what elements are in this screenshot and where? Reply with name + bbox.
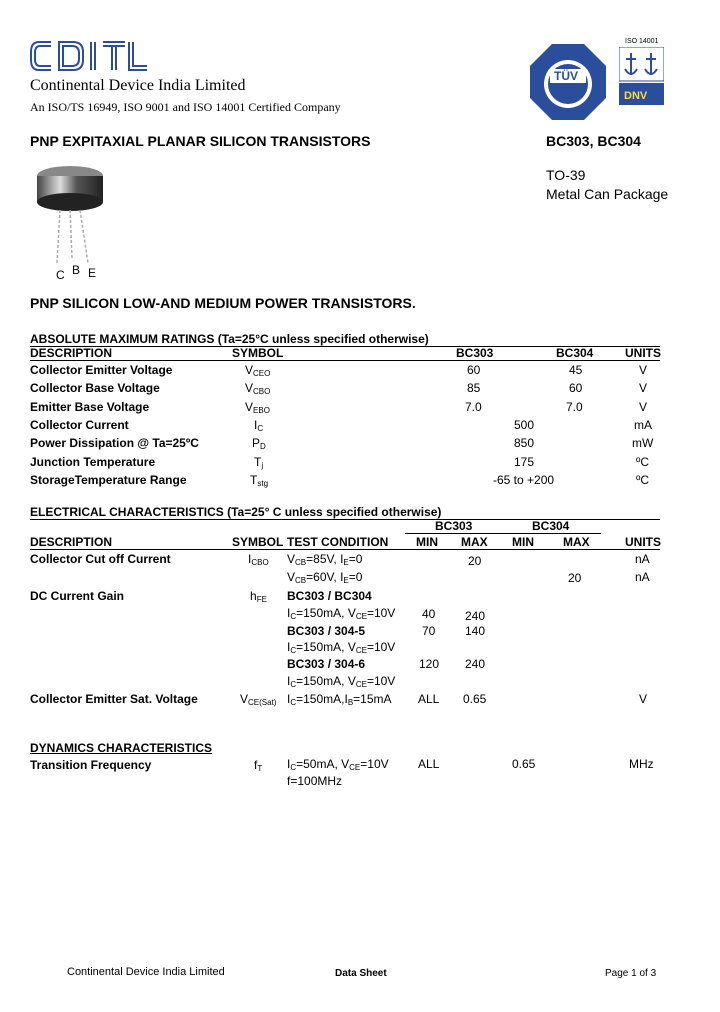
symbol-text: V	[245, 363, 254, 377]
row-unit: V	[639, 381, 648, 395]
gain-max2: 140	[465, 624, 486, 638]
subtitle: PNP SILICON LOW-AND MEDIUM POWER TRANSISTORS.	[30, 295, 416, 311]
transistor-icon	[30, 158, 110, 268]
sat-cond	[287, 692, 392, 707]
cutoff-cond1	[287, 552, 362, 567]
part-numbers: BC303, BC304	[546, 133, 641, 149]
row-value: -65 to +200	[493, 473, 555, 487]
symbol-text: I	[248, 552, 252, 566]
row-bc303-value: 60	[467, 363, 481, 377]
row-desc: Junction Temperature	[30, 455, 156, 469]
elec-col-test: TEST CONDITION	[287, 535, 389, 549]
cond-part: =0	[348, 570, 363, 584]
to39-package-image	[30, 158, 110, 283]
dyn-heading: DYNAMICS CHARACTERISTICS	[30, 741, 213, 755]
row-desc: Power Dissipation @ Ta=25ºC	[30, 436, 199, 450]
tuv-label: TÜV	[554, 69, 578, 83]
symbol-sub: j	[261, 461, 264, 470]
abs-max-header-underline	[30, 360, 660, 361]
cond-part: I	[287, 757, 291, 771]
sat-desc: Collector Emitter Sat. Voltage	[30, 692, 198, 706]
symbol-sub: CEO	[253, 369, 271, 378]
symbol-text: P	[252, 436, 261, 450]
row-bc303-value: 7.0	[465, 400, 482, 414]
cond-part: V	[287, 570, 296, 584]
cond-sub: CB	[295, 558, 307, 567]
symbol-sub: T	[257, 764, 263, 773]
gain-group2: BC303 / 304-5	[287, 624, 366, 638]
cond-part: =15mA	[353, 692, 392, 706]
dyn-cond	[287, 757, 389, 772]
row-desc: Collector Base Voltage	[30, 381, 160, 395]
cond-sub: C	[290, 612, 297, 621]
symbol-sub: CBO	[251, 558, 269, 567]
company-logo	[29, 38, 149, 79]
cdil-logo-mark	[29, 38, 149, 74]
row-symbol	[254, 455, 263, 470]
iso-label: ISO 14001	[625, 38, 659, 45]
col-bc304: BC304	[556, 346, 594, 360]
gain-group1: BC303 / BC304	[287, 589, 372, 603]
company-name: Continental Device India Limited	[30, 77, 246, 94]
cutoff-unit2: nA	[635, 570, 650, 584]
cond-part: =60V, I	[306, 570, 344, 584]
cond-part: =85V, I	[306, 552, 344, 566]
cond-part: I	[287, 640, 291, 654]
gain-max1: 240	[465, 609, 486, 623]
cond-sub: C	[290, 646, 297, 655]
elec-group-bc304: BC304	[532, 519, 570, 533]
cond-sub: E	[343, 558, 349, 567]
cond-part: =150mA, V	[296, 674, 356, 688]
cond-part: =150mA, V	[296, 606, 356, 620]
row-unit: ºC	[636, 473, 650, 487]
row-bc303-value: 85	[467, 381, 481, 395]
cond-part: =10V	[366, 606, 396, 620]
cond-sub: CE	[355, 680, 367, 689]
row-symbol	[245, 381, 270, 396]
symbol-sub: C	[257, 424, 264, 433]
cond-sub: CB	[295, 576, 307, 585]
package-desc: Metal Can Package	[546, 186, 669, 202]
row-symbol	[254, 418, 263, 433]
row-symbol	[250, 473, 268, 488]
cond-part: =50mA, V	[296, 757, 350, 771]
symbol-text: h	[250, 589, 257, 603]
footer-doc-type: Data Sheet	[335, 968, 387, 979]
col-units: UNITS	[625, 346, 661, 360]
cond-sub: C	[290, 763, 297, 772]
footer-page: Page 1 of 3	[605, 968, 657, 979]
elec-group-bc303: BC303	[435, 519, 473, 533]
gain-max3: 240	[465, 657, 486, 671]
elec-col-min2: MIN	[512, 535, 534, 549]
row-symbol	[245, 363, 270, 378]
package-type: TO-39	[546, 167, 586, 183]
row-unit: V	[639, 400, 648, 414]
cutoff-cond2	[287, 570, 362, 585]
gain-desc: DC Current Gain	[30, 589, 125, 603]
dyn-value: 0.65	[512, 757, 536, 771]
dyn-min: ALL	[418, 757, 440, 771]
certification-line: An ISO/TS 16949, ISO 9001 and ISO 14001 Certified Company	[30, 100, 341, 114]
cond-part: =150mA,I	[296, 692, 348, 706]
symbol-sub: stg	[257, 479, 269, 488]
row-bc304-value: 7.0	[566, 400, 583, 414]
row-unit: mA	[634, 418, 652, 432]
pin-b: B	[72, 263, 81, 277]
cond-part: =10V	[360, 757, 389, 771]
sat-symbol	[240, 692, 276, 707]
abs-max-heading: ABSOLUTE MAXIMUM RATINGS (Ta=25°C unless specified otherwise)	[30, 332, 429, 346]
gain-cond2	[287, 640, 395, 655]
gain-symbol	[250, 589, 267, 604]
elec-group-rule	[405, 533, 601, 534]
cutoff-max1: 20	[468, 554, 482, 568]
dyn-symbol	[254, 758, 262, 773]
row-desc: Collector Emitter Voltage	[30, 363, 173, 377]
cond-part: I	[287, 692, 291, 706]
cutoff-unit1: nA	[635, 552, 650, 566]
row-unit: ºC	[636, 455, 650, 469]
cutoff-symbol	[248, 552, 269, 567]
cond-sub: B	[347, 698, 354, 707]
row-unit: V	[639, 363, 648, 377]
pin-e: E	[88, 266, 97, 280]
col-symbol: SYMBOL	[232, 346, 284, 360]
row-value: 500	[514, 418, 535, 432]
footer-company: Continental Device India Limited	[67, 966, 225, 978]
symbol-sub: FE	[256, 595, 267, 604]
dyn-unit: MHz	[629, 757, 654, 771]
elec-header-underline	[30, 549, 660, 550]
symbol-text: V	[240, 692, 249, 706]
symbol-text: T	[250, 473, 258, 487]
gain-min2: 70	[422, 624, 436, 638]
symbol-text: I	[254, 418, 258, 432]
symbol-sub: CE(Sat)	[248, 698, 277, 707]
row-desc: Collector Current	[30, 418, 129, 432]
dyn-cond2: f=100MHz	[287, 774, 343, 788]
row-value: 850	[514, 436, 535, 450]
gain-min3: 120	[419, 657, 440, 671]
elec-heading: ELECTRICAL CHARACTERISTICS (Ta=25° C unless specified otherwise)	[30, 505, 442, 519]
cond-part: V	[287, 552, 296, 566]
cond-part: =10V	[366, 640, 396, 654]
cond-part: I	[287, 674, 291, 688]
row-bc304-value: 60	[569, 381, 583, 395]
symbol-text: V	[245, 400, 254, 414]
gain-group3: BC303 / 304-6	[287, 657, 366, 671]
cond-part: =150mA, V	[296, 640, 356, 654]
tuv-badge	[528, 42, 608, 122]
elec-col-symbol: SYMBOL	[232, 535, 284, 549]
row-bc304-value: 45	[569, 363, 583, 377]
cond-sub: CE	[349, 763, 361, 772]
symbol-text: f	[254, 758, 258, 772]
cond-sub: CE	[355, 612, 367, 621]
cond-part: =10V	[366, 674, 396, 688]
symbol-sub: D	[260, 442, 266, 451]
main-title: PNP EXPITAXIAL PLANAR SILICON TRANSISTORS	[30, 133, 371, 149]
elec-col-units: UNITS	[625, 535, 661, 549]
symbol-sub: CBO	[253, 387, 271, 396]
elec-col-description: DESCRIPTION	[30, 535, 113, 549]
cond-sub: E	[343, 576, 349, 585]
row-desc: StorageTemperature Range	[30, 473, 187, 487]
col-description: DESCRIPTION	[30, 346, 113, 360]
gain-cond3	[287, 674, 395, 689]
pin-c: C	[56, 268, 65, 282]
elec-col-max2: MAX	[563, 535, 590, 549]
cond-part: I	[287, 606, 291, 620]
row-symbol	[252, 436, 266, 451]
gain-min1: 40	[422, 607, 436, 621]
elec-col-max1: MAX	[461, 535, 488, 549]
cond-sub: C	[290, 698, 297, 707]
cutoff-max2: 20	[568, 571, 582, 585]
row-symbol	[245, 400, 270, 415]
row-unit: mW	[632, 436, 654, 450]
cond-sub: CE	[355, 646, 367, 655]
cutoff-desc: Collector Cut off Current	[30, 552, 171, 566]
elec-col-min1: MIN	[416, 535, 438, 549]
cond-sub: C	[290, 680, 297, 689]
sat-min: ALL	[418, 692, 440, 706]
dnv-label: DNV	[624, 90, 648, 102]
symbol-sub: EBO	[253, 406, 270, 415]
gain-cond1	[287, 606, 395, 621]
row-value: 175	[514, 455, 535, 469]
dyn-desc: Transition Frequency	[30, 758, 152, 772]
sat-max: 0.65	[463, 692, 487, 706]
col-bc303: BC303	[456, 346, 494, 360]
symbol-text: V	[245, 381, 254, 395]
symbol-text: T	[254, 455, 262, 469]
sat-unit: V	[639, 692, 648, 706]
dnv-badge	[619, 40, 664, 110]
cond-part: =0	[348, 552, 363, 566]
row-desc: Emitter Base Voltage	[30, 400, 150, 414]
